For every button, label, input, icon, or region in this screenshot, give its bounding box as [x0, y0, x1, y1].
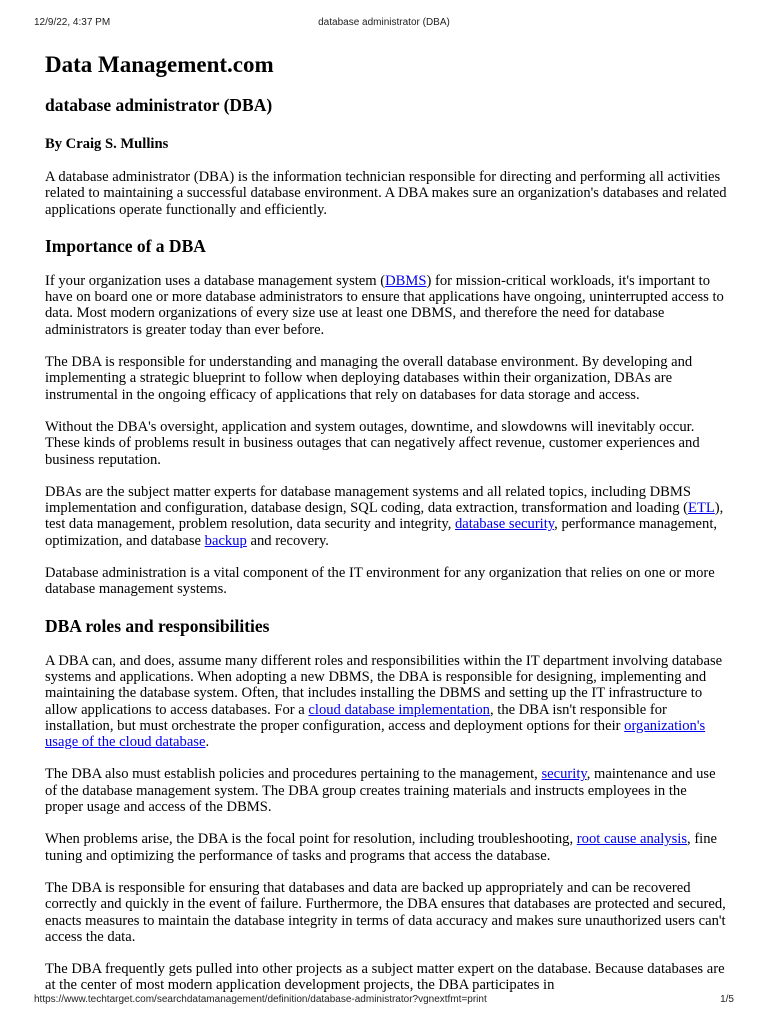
section-heading-roles: DBA roles and responsibilities [45, 615, 270, 636]
site-title: Data Management.com [45, 52, 274, 77]
print-footer-url: https://www.techtarget.com/searchdatamanagement/definition/database-administrator?vgnextfmt=print [34, 994, 487, 1005]
backup-link[interactable]: backup [204, 532, 247, 549]
print-header [34, 16, 734, 30]
dbms-link[interactable]: DBMS [385, 272, 427, 289]
roles-paragraph-1: A DBA can, and does, assume many different roles and responsibilities within the IT department involving database systems and applications. When adopting a new DBMS, the DBA is responsible for designing, implementing and maintaining the database system. Often, that includes installing the DBMS and setting up the IT infrastructure to allow applications to access databases. For a cloud database implementation, the DBA isn't responsible for installation, but must orchestrate the proper configuration, access and deployment options for their organization's usage of the cloud database. [45, 652, 723, 751]
etl-link[interactable]: ETL [688, 500, 715, 517]
importance-paragraph-3: Without the DBA's oversight, application and system outages, downtime, and slowdowns will inevitably occur. These kinds of problems result in business outages that can negatively affect revenue, customer experiences and business reputation. [45, 418, 700, 468]
print-header-datetime: 12/9/22, 4:37 PM [34, 17, 111, 28]
importance-paragraph-1: If your organization uses a database management system (DBMS) for mission-critical workloads, it's important to have on board one or more database administrators to ensure that applications have ongoing, uninterrupted access to data. Most modern organizations of every size use at least one DBMS, and therefore the need for database administrators is greater today than ever before. [45, 272, 724, 338]
security-link[interactable]: security [541, 766, 587, 783]
intro-paragraph: A database administrator (DBA) is the information technician responsible for directing and performing all activities related to maintaining a successful database environment. A DBA makes sure an organization's databases and related applications operate functionally and efficiently. [45, 169, 727, 218]
cloud-database-implementation-link[interactable]: cloud database implementation [308, 701, 490, 718]
article-title: database administrator (DBA) [45, 95, 273, 115]
print-header-title: database administrator (DBA) [318, 17, 450, 28]
importance-paragraph-4: DBAs are the subject matter experts for database management systems and all related topics, including DBMS implementation and configuration, database design, SQL coding, data extraction, transformation and loading (ETL), test data management, problem resolution, data security and integrity, database security, performance management, optimization, and database backup and recovery. [45, 483, 724, 549]
article [45, 50, 728, 994]
cloud-database-usage-link[interactable]: organization's usage of the cloud database [45, 717, 706, 751]
roles-paragraph-3: When problems arise, the DBA is the focal point for resolution, including troubleshooting, root cause analysis, fine tuning and optimizing the performance of tasks and programs that access the database. [45, 831, 718, 864]
database-security-link[interactable]: database security [455, 516, 555, 533]
root-cause-analysis-link[interactable]: root cause analysis [576, 831, 688, 848]
print-footer-page-number: 1/5 [720, 994, 734, 1005]
print-footer [34, 993, 734, 1007]
section-heading-importance: Importance of a DBA [45, 235, 206, 256]
roles-paragraph-2: The DBA also must establish policies and procedures pertaining to the management, security, maintenance and use of the database management system. The DBA group creates training materials and instructs employees in the proper usage and access of the DBMS. [45, 766, 716, 816]
importance-paragraph-5: Database administration is a vital component of the IT environment for any organization that relies on one or more database management systems. [45, 565, 715, 598]
importance-paragraph-2: The DBA is responsible for understanding and managing the overall database environment. By developing and implementing a strategic blueprint to follow when deploying databases within their organization, DBAs are instrumental in the ongoing efficacy of applications that rely on databases for data storage and access. [45, 354, 693, 403]
roles-paragraph-4: The DBA is responsible for ensuring that databases and data are backed up appropriately and can be recovered correctly and quickly in the event of failure. Furthermore, the DBA ensures that databases are protected and secured, enacts measures to maintain the database integrity in terms of data accuracy and makes sure unauthorized users can't access the data. [45, 879, 726, 945]
roles-paragraph-5: The DBA frequently gets pulled into other projects as a subject matter expert on the database. Because databases are at the center of most modern application development projects, the DBA participates in [45, 961, 725, 994]
byline: By Craig S. Mullins [45, 136, 169, 152]
